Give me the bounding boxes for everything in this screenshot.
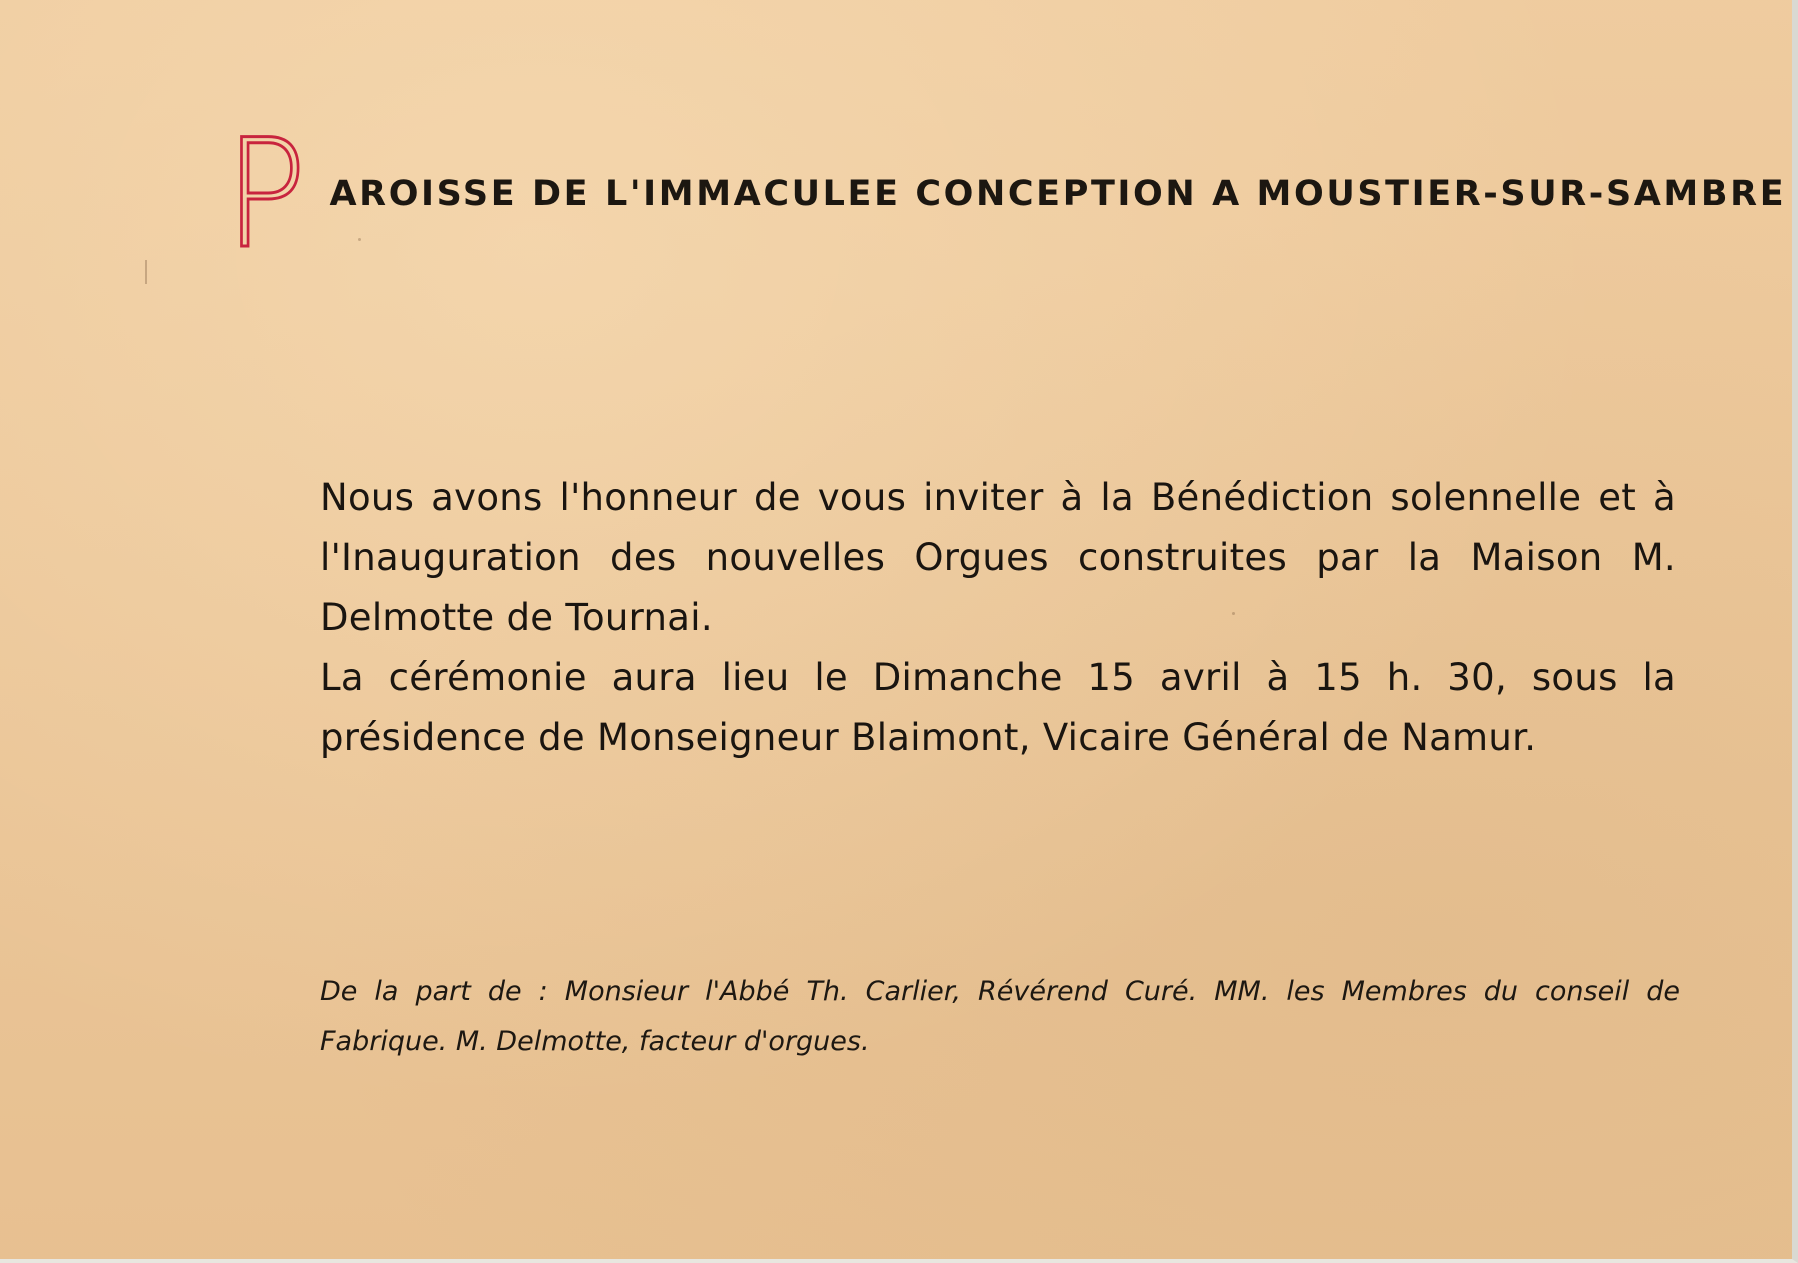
parish-heading	[225, 108, 1787, 282]
invitation-paragraph: Nous avons l'honneur de vous inviter à la Bénédiction solennelle et à l'Inauguration des nouvelles Orgues construites par la Maison M. Delmotte de Tournai.	[320, 476, 1676, 639]
heading-text: AROISSE DE L'IMMACULEE CONCEPTION A MOUSTIER-SUR-SAMBRE	[329, 174, 1787, 214]
invitation-text	[320, 468, 1676, 768]
signature-line: De la part de : Monsieur l'Abbé Th. Carlier, Révérend Curé. MM. les Membres du conseil de Fabrique. M. Delmotte, facteur d'orgues.	[320, 976, 1680, 1057]
paper-speck	[145, 260, 147, 284]
heading-initial: P	[225, 108, 307, 282]
invitation-paragraph: La cérémonie aura lieu le Dimanche 15 avril à 15 h. 30, sous la présidence de Monseigneur Blaimont, Vicaire Général de Namur.	[320, 656, 1676, 759]
